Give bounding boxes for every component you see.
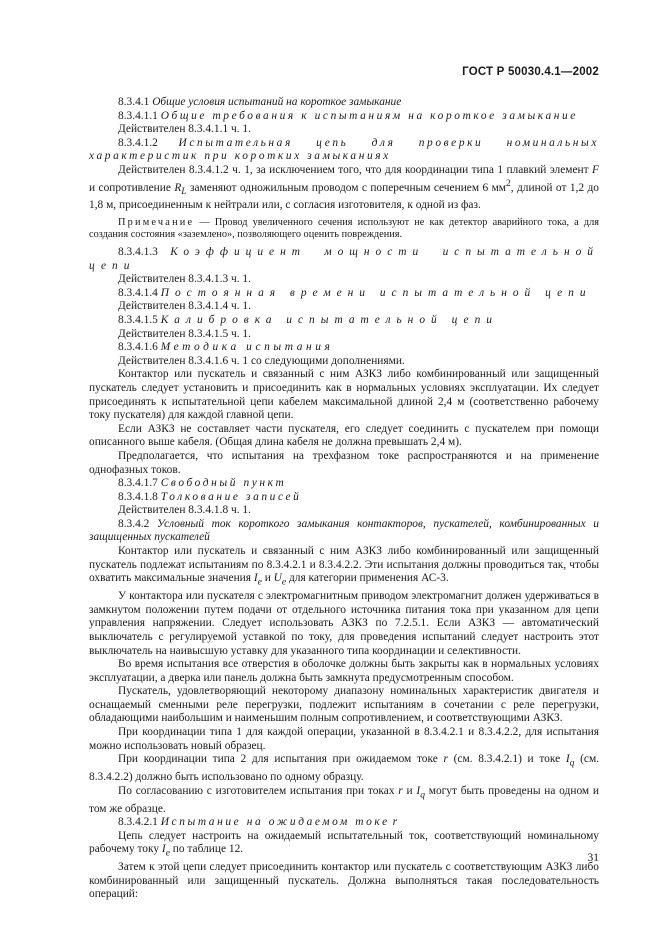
section-heading-8-3-4-2: 8.3.4.2 Условный ток короткого замыкания контакторов, пускателей, комбинированных и защищенных пускателей — [89, 517, 599, 544]
paragraph-text: Действителен 8.3.4.1.5 ч. 1. — [118, 327, 251, 340]
section-heading-8-3-4-2-1: 8.3.4.2.1 Испытание на ожидаемом токе r — [118, 816, 398, 829]
note-block: Примечание — Провод увеличенного сечения используют не как детектор аварийного тока, а для создания состояния «заземлено», позволяющего оценить повреждения. — [89, 216, 599, 241]
page-number: 31 — [587, 852, 599, 864]
paragraph-text: Действителен 8.3.4.1.8 ч. 1. — [118, 504, 251, 517]
paragraph-text: Цепь следует настроить на ожидаемый испытательный ток, соответствующий номинальному рабочему току $I_e$ по таблице 12. — [89, 829, 599, 859]
paragraph-text: У контактора или пускателя с электромагнитным приводом электромагнит должен удерживаться в замкнутом положении путем подачи от отдельного источника питания тока при указанном для цепи управления напряжении. Следует использовать АЗКЗ по 7.2.5.1. Если АЗКЗ — автоматический выключатель с регулируемой уставкой по току, для проведения испытаний следует настроить этот выключатель на наивысшую уставку для указанного типа координации и селективности. — [89, 590, 599, 657]
paragraph-text: Действителен 8.3.4.1.3 ч. 1. — [118, 273, 251, 286]
section-heading-8-3-4-1-8: 8.3.4.1.8 Толкование записей — [118, 490, 302, 503]
section-heading-8-3-4-1-4: 8.3.4.1.4 Постоянная времени испытательной цепи — [118, 286, 592, 299]
paragraph-text: Контактор или пускатель и связанный с ним АЗКЗ либо комбинированный или защищенный пускатель подлежат испытаниям по 8.3.4.2.1 и 8.3.4.2.2. Эти испытания должны проводиться так, чтобы охватить максимальные значения $I_e$ и $U_e$ для категории применения АС-3. — [89, 545, 599, 588]
section-heading-8-3-4-1-1: 8.3.4.1.1 Общие требования к испытаниям на короткое замыкание — [118, 109, 578, 122]
document-header-standard: ГОСТ Р 50030.4.1—2002 — [462, 66, 599, 78]
paragraph-text: Действителен 8.3.4.1.4 ч. 1. — [118, 300, 251, 313]
paragraph-text: Контактор или пускатель и связанный с ним АЗКЗ либо комбинированный или защищенный пускатель следует установить и присоединить как в нормальных условиях эксплуатации. Их следует присоединять к испытательной цепи кабелем максимальной длиной 2,4 м (соответственно рабочему току пускателя) для каждой главной цепи. — [89, 368, 599, 422]
document-body — [89, 96, 599, 902]
section-heading-8-3-4-1-7: 8.3.4.1.7 Свободный пункт — [118, 477, 287, 490]
section-heading-8-3-4-1: 8.3.4.1 Общие условия испытаний на короткое замыкание — [118, 96, 402, 108]
paragraph-text: По согласованию с изготовителем испытания при токах r и $I_q$ могут быть проведены на одном и том же образце. — [89, 784, 600, 815]
paragraph-text: При координации типа 1 для каждой операции, указанной в 8.3.4.2.1 и 8.3.4.2.2, для испытания можно использовать новый образец. — [89, 726, 599, 752]
section-heading-8-3-4-1-3: 8.3.4.1.3 Коэффициент мощности испытательной цепи — [89, 246, 599, 272]
paragraph-text: Если АЗКЗ не составляет части пускателя, его следует соединить с пускателем при помощи описанного выше кабеля. (Общая длина кабеля не должна превышать 2,4 м). — [89, 422, 599, 449]
paragraph-text: Во время испытания все отверстия в оболочке должны быть закрыты как в нормальных условиях эксплуатации, а дверка или панель должна быть замкнута предусмотренным способом. — [89, 658, 599, 684]
paragraph-text: Действителен 8.3.4.1.6 ч. 1 со следующими дополнениями. — [118, 354, 405, 367]
paragraph-text: Действителен 8.3.4.1.1 ч. 1. — [118, 123, 251, 136]
section-heading-8-3-4-1-5: 8.3.4.1.5 Калибровка испытательной цепи — [118, 313, 498, 326]
section-heading-8-3-4-1-2: 8.3.4.1.2 Испытательная цепь для проверки номинальных характеристик при коротких замыканиях — [89, 136, 599, 163]
paragraph-text: Действителен 8.3.4.1.2 ч. 1, за исключением того, что для координации типа 1 плавкий элемент F и сопротивление $R_L$ заменяют одножильным проводом с поперечным сечением 6 $мм^2$, длиной от 1,2 до 1,8 м, присоединенным к нейтрали или, с согласия изготовителя, к одной из фаз. — [89, 163, 599, 212]
paragraph-text: При координации типа 2 для испытания при ожидаемом токе r (см. 8.3.4.2.1) и токе $I_q$ (см. 8.3.4.2.2) должно быть использовано по одному образцу. — [89, 753, 599, 784]
paragraph-text: Пускатель, удовлетворяющий некоторому диапазону номинальных характеристик двигателя и оснащаемый сменными реле перегрузки, подлежит испытаниям в сочетании с реле перегрузки, обладающими наибольшим и наименьшим полным сопротивлением, и соответствующими АЗКЗ. — [89, 685, 599, 725]
paragraph-text: Предполагается, что испытания на трехфазном токе распространяются и на применение однофазных токов. — [89, 449, 599, 476]
section-heading-8-3-4-1-6: 8.3.4.1.6 Методика испытания — [118, 341, 334, 354]
paragraph-text: Затем к этой цепи следует присоединить контактор или пускатель с соответствующим АЗКЗ либо комбинированный или защищенный пускатель. Должна выполняться такая последовательность операций: — [89, 861, 599, 901]
